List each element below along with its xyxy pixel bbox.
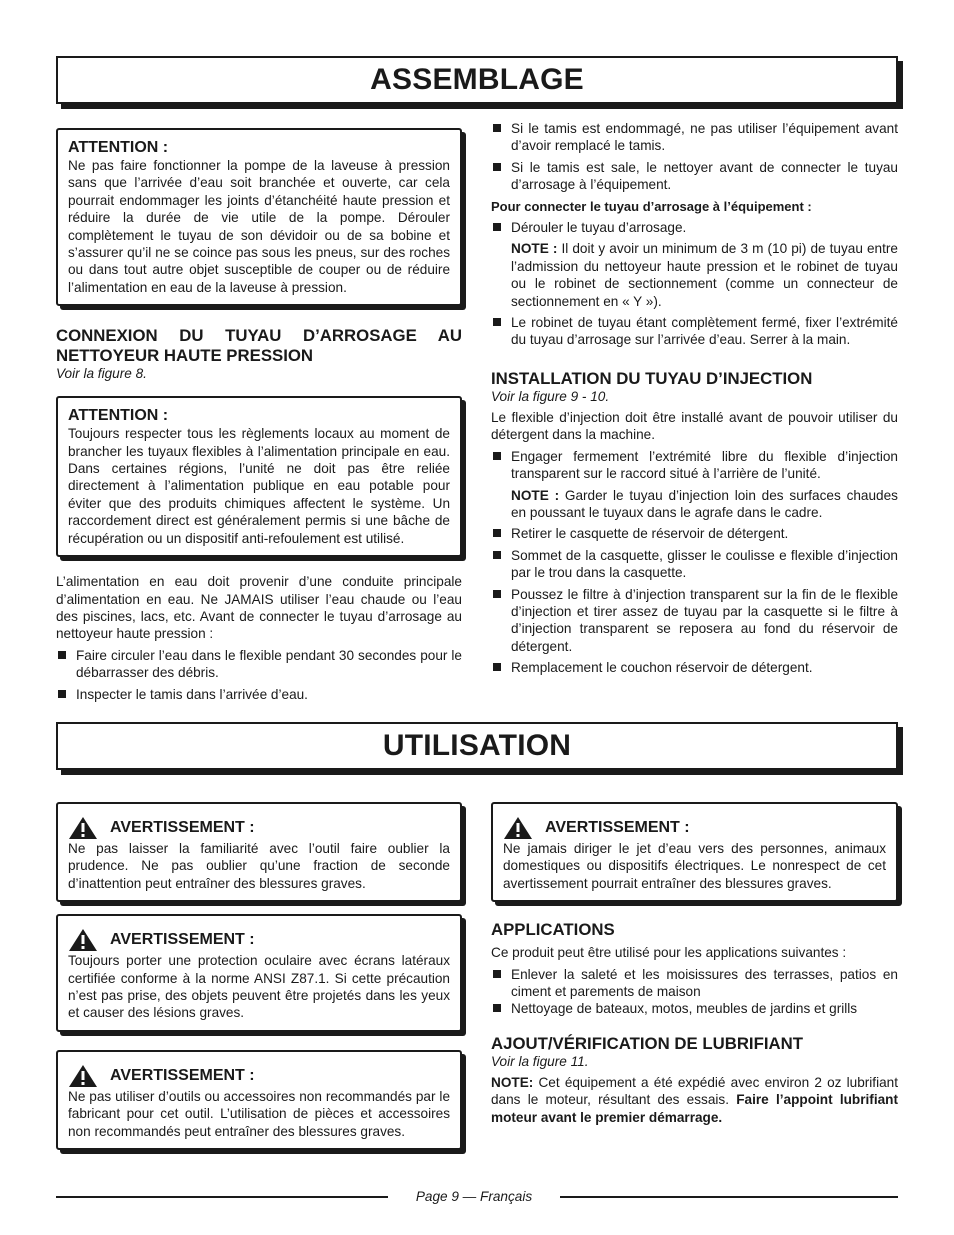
warning-text: Ne pas utiliser d’outils ou accessoires non recommandés par le fabricant pour cet outil. L’utilisation de pièces et accessoires non recommandés peut entraîner des blessures graves. bbox=[68, 1088, 450, 1139]
list-item: Nettoyage de bateaux, motos, meubles de jardins et grills bbox=[491, 1000, 898, 1017]
warning-title: AVERTISSEMENT : bbox=[68, 928, 450, 952]
connexion-heading: CONNEXION DU TUYAU D’ARROSAGE AU NETTOYEUR HAUTE PRESSION bbox=[56, 326, 462, 366]
lubrifiant-heading: AJOUT/VÉRIFICATION DE LUBRIFIANT bbox=[491, 1033, 804, 1053]
square-bullet-icon bbox=[493, 663, 501, 671]
warning-box-4 bbox=[491, 802, 898, 902]
warning-box-2 bbox=[56, 914, 462, 1032]
list-item: Dérouler le tuyau d’arrosage. bbox=[491, 219, 898, 236]
installation-intro: Le flexible d’injection doit être installé avant de pouvoir utiliser du détergent dans la machine. bbox=[491, 409, 898, 443]
list-item: Si le tamis est endommagé, ne pas utiliser l’équipement avant d’avoir remplacé le tamis. bbox=[491, 120, 898, 155]
list-item: Si le tamis est sale, le nettoyer avant de connecter le tuyau d’arrosage à l’équipement. bbox=[491, 159, 898, 194]
warning-text: Toujours porter une protection oculaire avec écrans latéraux certifiée conforme à la norme ANSI Z87.1. Si cette précaution n’est pas prise, des objets peuvent être projetés dans les yeux et causer des lésions graves. bbox=[68, 953, 450, 1021]
attention-title: ATTENTION : bbox=[68, 407, 169, 425]
utilisation-banner bbox=[56, 722, 898, 770]
section-title-assemblage: ASSEMBLAGE bbox=[370, 63, 584, 96]
utilisation-left-column bbox=[56, 802, 462, 1150]
note-hot-surfaces: NOTE : Garder le tuyau d’injection loin des surfaces chaudes en poussant le tuyaux dans le agrafe dans le cadre. bbox=[511, 487, 898, 520]
installation-figure-ref: Voir la figure 9 - 10. bbox=[491, 388, 610, 404]
square-bullet-icon bbox=[493, 1004, 501, 1012]
warning-triangle-icon bbox=[503, 816, 533, 840]
attention-box-2 bbox=[56, 396, 462, 557]
warning-box-3 bbox=[56, 1050, 462, 1150]
warning-title: AVERTISSEMENT : bbox=[68, 1064, 450, 1088]
footer-rule-left bbox=[56, 1196, 388, 1198]
installation-heading: INSTALLATION DU TUYAU D’INJECTION bbox=[491, 368, 813, 388]
applications-heading: APPLICATIONS bbox=[491, 920, 615, 940]
square-bullet-icon bbox=[493, 970, 501, 978]
applications-list bbox=[491, 966, 898, 1018]
attention-text: Toujours respecter tous les règlements locaux au moment de brancher les tuyaux flexibles à l’alimentation principale en eau. Dans certaines régions, l’unité ne doit pas être reliée directement à l’alimentation publique en eau potable pour éviter que des produits chimiques affectent le système. Un raccordement direct est généralement permis si une bâche de récupération ou un dispositif anti-refoulement est utilisé. bbox=[68, 426, 450, 546]
square-bullet-icon bbox=[493, 590, 501, 598]
water-supply-paragraph: L’alimentation en eau doit provenir d’une conduite principale d’alimentation en eau. Ne JAMAIS utiliser l’eau chaude ou l’eau des piscines, lacs, etc. Avant de connecter le tuyau d’arrosage au nettoyeur haute pression : bbox=[56, 574, 462, 642]
list-item: Enlever la saleté et les moisissures des terrasses, patios en ciment et parements de maison bbox=[491, 966, 898, 1001]
list-item: Remplacement le couchon réservoir de détergent. bbox=[491, 659, 898, 676]
warning-triangle-icon bbox=[68, 816, 98, 840]
warning-text: Ne pas laisser la familiarité avec l’outil faire oublier la prudence. Ne pas oublier qu’une fraction de seconde d’inattention peut entraîner des blessures graves. bbox=[68, 841, 450, 891]
assemblage-banner bbox=[56, 56, 898, 104]
lubrifiant-note: NOTE: Cet équipement a été expédié avec environ 2 oz lubrifiant dans le moteur, résultant des essais. Faire l’appoint lubrifiant moteur avant le premier démarrage. bbox=[491, 1074, 898, 1125]
installation-list-2 bbox=[491, 525, 898, 676]
square-bullet-icon bbox=[493, 529, 501, 537]
list-item: Inspecter le tamis dans l’arrivée d’eau. bbox=[56, 686, 462, 703]
connect-subheading: Pour connecter le tuyau d’arrosage à l’équipement : bbox=[491, 198, 812, 214]
attention-title: ATTENTION : bbox=[68, 139, 169, 156]
list-item: Le robinet de tuyau étant complètement fermé, fixer l’extrémité du tuyau d’arrosage sur l’arrivée d’eau. Serrer à la main. bbox=[491, 314, 898, 349]
warning-title: AVERTISSEMENT : bbox=[503, 816, 886, 840]
list-item: Faire circuler l’eau dans le flexible pendant 30 secondes pour le débarrasser des débris. bbox=[56, 647, 462, 682]
warning-box-1 bbox=[56, 802, 462, 902]
list-item: Poussez le filtre à d’injection transparent sur la fin de le flexible d’injection et tirer assez de tuyau par la casquette si le filtre à d’injection transparent se reposera au fond du réservoir de détergent. bbox=[491, 586, 898, 656]
square-bullet-icon bbox=[493, 318, 501, 326]
attention-box-1 bbox=[56, 128, 462, 306]
assemblage-right-column bbox=[491, 120, 898, 677]
list-item: Retirer le casquette de réservoir de détergent. bbox=[491, 525, 898, 542]
right-bullet-list bbox=[491, 120, 898, 194]
lubrifiant-figure-ref: Voir la figure 11. bbox=[491, 1053, 589, 1069]
assemblage-left-column bbox=[56, 128, 462, 703]
square-bullet-icon bbox=[58, 651, 66, 659]
note-minimum-hose: NOTE : Il doit y avoir un minimum de 3 m (10 pi) de tuyau entre l’admission du nettoyeur haute pression et le robinet de tuyau ou le robinet de sectionnement (comme un connecteur de sectionnement en « Y »). bbox=[511, 241, 898, 309]
list-item: Sommet de la casquette, glisser le coulisse e flexible d’injection par le trou dans la casquette. bbox=[491, 547, 898, 582]
warning-title: AVERTISSEMENT : bbox=[68, 816, 450, 840]
utilisation-right-column bbox=[491, 802, 898, 1126]
warning-text: Ne jamais diriger le jet d’eau vers des personnes, animaux domestiques ou dispositifs électriques. Le nonrespect de cet avertissement pourrait entraîner des blessures graves. bbox=[503, 841, 886, 891]
warning-triangle-icon bbox=[68, 928, 98, 952]
square-bullet-icon bbox=[493, 551, 501, 559]
attention-text: Ne pas faire fonctionner la pompe de la laveuse à pression sans que l’arrivée d’eau soit branchée et ouverte, car cela pourrait endommager les joints d’étanchéité haute pression et réduire la durée de vie utile de la pompe. Dérouler complètement le tuyau de son dévidoir ou de sa bobine et s’assurer qu’il ne se coince pas sous les pneus, sur des roches ou dans tout autre objet susceptible de couper ou de réduire l’alimentation en eau de la laveuse à pression. bbox=[68, 158, 450, 295]
warning-triangle-icon bbox=[68, 1064, 98, 1088]
section-title-utilisation: UTILISATION bbox=[382, 729, 572, 762]
footer-page-number: Page 9 — Français bbox=[415, 1189, 533, 1204]
square-bullet-icon bbox=[493, 452, 501, 460]
square-bullet-icon bbox=[493, 124, 501, 132]
square-bullet-icon bbox=[493, 223, 501, 231]
square-bullet-icon bbox=[493, 163, 501, 171]
connect-list-2 bbox=[491, 314, 898, 349]
square-bullet-icon bbox=[58, 690, 66, 698]
applications-intro: Ce produit peut être utilisé pour les applications suivantes : bbox=[491, 945, 847, 961]
connexion-figure-ref: Voir la figure 8. bbox=[56, 366, 147, 382]
connect-list bbox=[491, 219, 898, 236]
footer-rule-right bbox=[560, 1196, 898, 1198]
list-item: Engager fermement l’extrémité libre du flexible d’injection transparent sur le raccord situé à l’arrière de l’unité. bbox=[491, 448, 898, 483]
left-bullet-list bbox=[56, 647, 462, 703]
installation-list bbox=[491, 448, 898, 483]
